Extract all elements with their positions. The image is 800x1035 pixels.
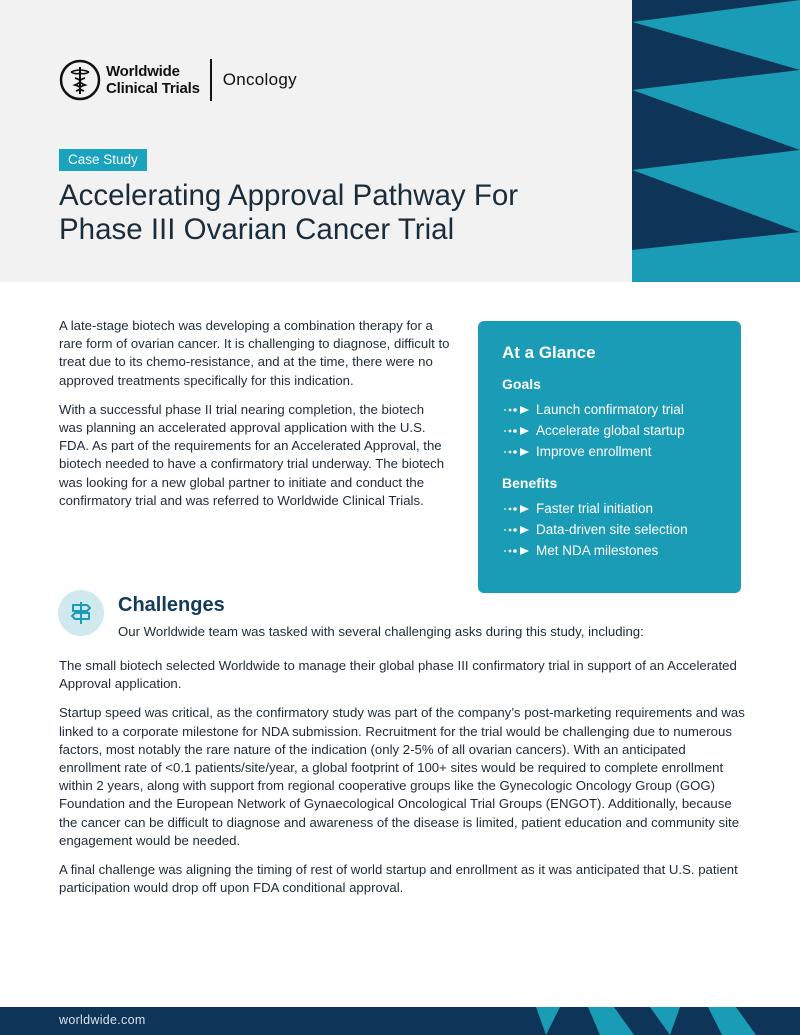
title-line-1: Accelerating Approval Pathway For — [59, 179, 519, 212]
list-item — [502, 519, 717, 540]
dots-arrow-icon — [502, 504, 532, 514]
goals-list — [502, 399, 717, 462]
list-item — [502, 498, 717, 519]
intro-paragraph-2: With a successful phase II trial nearing completion, the biotech was planning an accelerated approval application with the U.S. FDA. As part of the requirements for an Accelerated Approval, the biotech needed to have a confirmatory trial underway. The biotech was looking for a new global partner to initiate and conduct the confirmatory trial and was referred to Worldwide Clinical Trials. — [59, 401, 445, 508]
caduceus-logo-icon — [59, 59, 101, 101]
logo-wordmark — [106, 63, 200, 97]
header-decorative-art — [632, 0, 800, 282]
glance-title: At a Glance — [502, 343, 596, 362]
at-a-glance-box — [478, 321, 741, 593]
intro-section — [59, 317, 451, 521]
benefit-label: Data-driven site selection — [536, 522, 688, 537]
challenges-body — [59, 657, 745, 908]
goal-label: Launch confirmatory trial — [536, 402, 684, 417]
dots-arrow-icon — [502, 447, 532, 457]
challenges-paragraph-3: A final challenge was aligning the timing of rest of world startup and enrollment as it was anticipated that U.S. patient participation would drop off upon FDA conditional approval. — [59, 862, 738, 896]
intro-paragraph-1: A late-stage biotech was developing a combination therapy for a rare form of ovarian cancer. It is challenging to diagnose, difficult to treat due to its chemo-resistance, and at the time, there were no approved treatments specifically for this indication. — [59, 318, 450, 388]
list-item — [502, 420, 717, 441]
list-item — [502, 399, 717, 420]
challenges-paragraph-2: Startup speed was critical, as the confirmatory study was part of the company’s post-marketing requirements and was linked to a corporate milestone for NDA submission. Recruitment for the trial would be challenging due to numerous factors, most notably the rare nature of the indication (only 2-5% of all ovarian cancers). With an anticipated enrollment rate of <0.1 patients/site/year, a global footprint of 100+ sites would be required to complete enrollment within 2 years, along with support from regional cooperative groups like the Gynecologic Oncology Group (GOG) Foundation and the European Network of Gynaecological Oncological Trial Groups (ENGOT). Additionally, because the cancer can be difficult to diagnose and awareness of the disease is limited, patient education and community site engagement would be needed. — [59, 705, 745, 848]
footer-url[interactable]: worldwide.com — [59, 1013, 146, 1027]
signpost-icon — [68, 600, 94, 626]
dots-arrow-icon — [502, 405, 532, 415]
benefits-heading: Benefits — [502, 475, 558, 491]
page-header — [0, 0, 800, 282]
dots-arrow-icon — [502, 546, 532, 556]
chevron-pattern-icon — [632, 0, 800, 282]
company-logo — [59, 58, 297, 102]
dots-arrow-icon — [502, 426, 532, 436]
logo-division: Oncology — [222, 70, 297, 89]
title-line-2: Phase III Ovarian Cancer Trial — [59, 213, 455, 246]
dots-arrow-icon — [502, 525, 532, 535]
challenges-subtitle: Our Worldwide team was tasked with several challenging asks during this study, including: — [118, 624, 644, 639]
page-footer — [0, 1007, 800, 1035]
goals-heading: Goals — [502, 376, 541, 392]
list-item — [502, 540, 717, 561]
goal-label: Improve enrollment — [536, 444, 652, 459]
page-title — [59, 179, 619, 247]
list-item — [502, 441, 717, 462]
goal-label: Accelerate global startup — [536, 423, 685, 438]
benefits-list — [502, 498, 717, 561]
logo-line-1: Worldwide — [106, 63, 180, 80]
benefit-label: Faster trial initiation — [536, 501, 654, 516]
logo-divider — [210, 59, 212, 101]
logo-line-2: Clinical Trials — [106, 80, 200, 97]
challenges-icon-badge — [58, 590, 104, 636]
footer-pattern-icon — [530, 1007, 800, 1035]
case-study-badge: Case Study — [59, 149, 147, 171]
benefit-label: Met NDA milestones — [536, 543, 659, 558]
challenges-heading: Challenges — [118, 594, 225, 616]
challenges-paragraph-1: The small biotech selected Worldwide to manage their global phase III confirmatory trial in support of an Accelerated Approval application. — [59, 658, 737, 692]
